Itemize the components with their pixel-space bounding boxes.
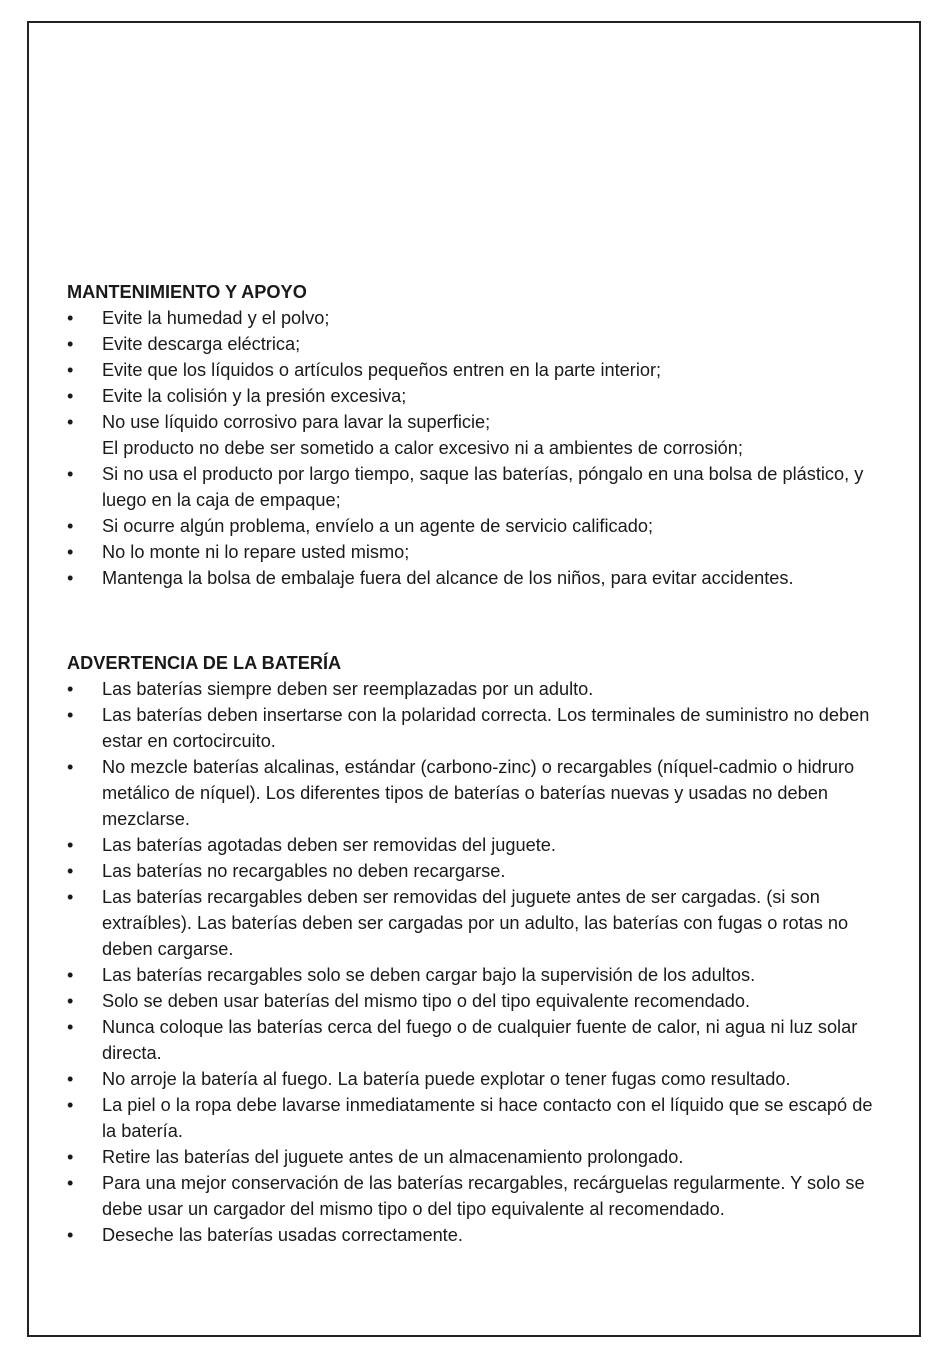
list-item-text: Las baterías siempre deben ser reemplazadas por un adulto.	[102, 679, 594, 699]
list-item	[67, 1170, 887, 1222]
bullet: •	[67, 1017, 74, 1037]
list-item	[67, 409, 887, 435]
bullet: •	[67, 568, 74, 588]
list-item	[67, 461, 887, 513]
list-item	[67, 832, 887, 858]
list-item-text: Las baterías recargables deben ser removidas del juguete antes de ser cargadas. (si son extraíbles). Las baterías deben ser cargadas por un adulto, las baterías con fugas o rotas no deben cargarse.	[102, 887, 849, 959]
section-heading: ADVERTENCIA DE LA BATERÍA	[67, 653, 342, 673]
bullet: •	[67, 1173, 74, 1193]
list-item	[67, 305, 887, 331]
list-item	[67, 754, 887, 832]
maintenance-list	[67, 305, 887, 435]
list-item	[67, 988, 887, 1014]
list-item	[67, 1014, 887, 1066]
list-item	[67, 331, 887, 357]
list-item-text: Las baterías recargables solo se deben cargar bajo la supervisión de los adultos.	[102, 965, 756, 985]
list-item-text: La piel o la ropa debe lavarse inmediatamente si hace contacto con el líquido que se escapó de la batería.	[102, 1095, 873, 1141]
list-item	[67, 702, 887, 754]
list-item-text: Evite la colisión y la presión excesiva;	[102, 386, 407, 406]
list-item	[67, 1092, 887, 1144]
list-item	[67, 565, 887, 591]
list-item-text: Evite la humedad y el polvo;	[102, 308, 330, 328]
bullet: •	[67, 516, 74, 536]
battery-warning-section	[67, 650, 887, 1248]
bullet: •	[67, 542, 74, 562]
bullet: •	[67, 464, 74, 484]
bullet: •	[67, 308, 74, 328]
list-item-text: Las baterías no recargables no deben recargarse.	[102, 861, 506, 881]
battery-warning-list	[67, 676, 887, 1248]
bullet: •	[67, 1095, 74, 1115]
list-item	[67, 884, 887, 962]
list-item-text: No arroje la batería al fuego. La batería puede explotar o tener fugas como resultado.	[102, 1069, 791, 1089]
list-item-text: Nunca coloque las baterías cerca del fuego o de cualquier fuente de calor, ni agua ni luz solar directa.	[102, 1017, 858, 1063]
bullet: •	[67, 360, 74, 380]
list-item-text: Si ocurre algún problema, envíelo a un agente de servicio calificado;	[102, 516, 654, 536]
list-item-text: Si no usa el producto por largo tiempo, saque las baterías, póngalo en una bolsa de plástico, y luego en la caja de empaque;	[102, 464, 864, 510]
list-item	[67, 383, 887, 409]
list-item	[67, 357, 887, 383]
bullet: •	[67, 705, 74, 725]
bullet: •	[67, 1069, 74, 1089]
list-item	[67, 513, 887, 539]
list-item-text: No lo monte ni lo repare usted mismo;	[102, 542, 410, 562]
list-item	[67, 962, 887, 988]
bullet: •	[67, 835, 74, 855]
bullet: •	[67, 887, 74, 907]
bullet: •	[67, 386, 74, 406]
list-item	[67, 858, 887, 884]
list-item-text: Para una mejor conservación de las baterías recargables, recárguelas regularmente. Y solo se debe usar un cargador del mismo tipo o del tipo equivalente al recomendado.	[102, 1173, 865, 1219]
bullet: •	[67, 334, 74, 354]
bullet: •	[67, 1147, 74, 1167]
list-item-text: Retire las baterías del juguete antes de un almacenamiento prolongado.	[102, 1147, 684, 1167]
bullet: •	[67, 991, 74, 1011]
list-item-text: Mantenga la bolsa de embalaje fuera del alcance de los niños, para evitar accidentes.	[102, 568, 794, 588]
list-item-text: Las baterías agotadas deben ser removidas del juguete.	[102, 835, 556, 855]
list-item-text: Solo se deben usar baterías del mismo tipo o del tipo equivalente recomendado.	[102, 991, 751, 1011]
bullet: •	[67, 965, 74, 985]
list-item	[67, 1222, 887, 1248]
list-item	[67, 676, 887, 702]
list-item	[67, 1066, 887, 1092]
section-heading: MANTENIMIENTO Y APOYO	[67, 282, 307, 302]
list-item-text: Las baterías deben insertarse con la polaridad correcta. Los terminales de suministro no deben estar en cortocircuito.	[102, 705, 870, 751]
bullet: •	[67, 412, 74, 432]
maintenance-list-continued	[67, 461, 887, 591]
bullet: •	[67, 861, 74, 881]
list-item-text: No use líquido corrosivo para lavar la superficie;	[102, 412, 491, 432]
maintenance-section	[67, 279, 887, 591]
continuation-text: El producto no debe ser sometido a calor excesivo ni a ambientes de corrosión;	[102, 438, 743, 458]
list-item-text: No mezcle baterías alcalinas, estándar (carbono-zinc) o recargables (níquel-cadmio o hidruro metálico de níquel). Los diferentes tipos de baterías o baterías nuevas y usadas no deben mezclarse.	[102, 757, 855, 829]
bullet: •	[67, 757, 74, 777]
list-item-text: Evite descarga eléctrica;	[102, 334, 301, 354]
list-item-text: Deseche las baterías usadas correctamente.	[102, 1225, 463, 1245]
bullet: •	[67, 1225, 74, 1245]
list-item	[67, 539, 887, 565]
bullet: •	[67, 679, 74, 699]
list-item-text: Evite que los líquidos o artículos pequeños entren en la parte interior;	[102, 360, 662, 380]
list-item	[67, 1144, 887, 1170]
